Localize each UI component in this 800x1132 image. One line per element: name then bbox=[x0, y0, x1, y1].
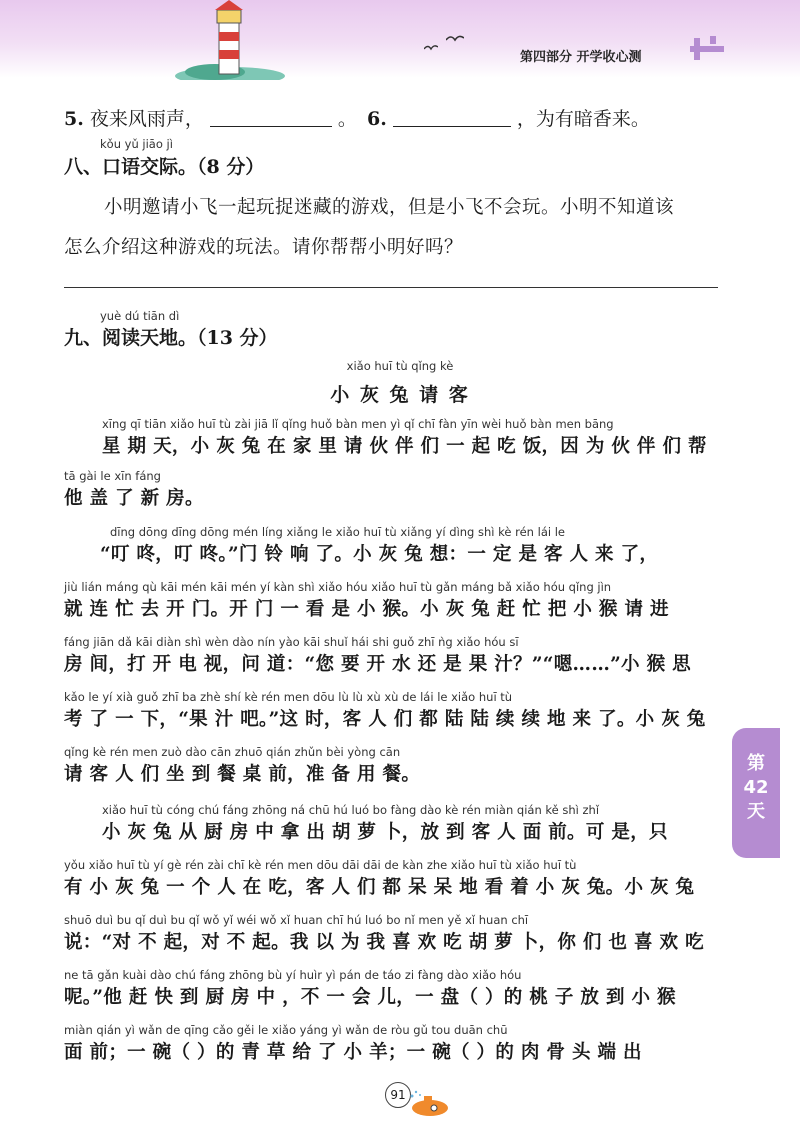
header-band bbox=[0, 0, 800, 78]
story-line: 呢。”他 赶 快 到 厨 房 中 ，不 一 会 儿，一 盘（ ）的 桃 子 放 到 小 猴 bbox=[64, 987, 676, 1008]
q5-end: 。 bbox=[337, 108, 357, 130]
story-line: 他 盖 了 新 房。 bbox=[64, 488, 204, 509]
story-pinyin: jiù lián máng qù kāi mén kāi mén yí kàn shì xiǎo hóu xiǎo huī tù gǎn máng bǎ xiǎo hóu qǐng jìn bbox=[64, 580, 612, 594]
story-line: 面 前；一 碗（ ）的 青 草 给 了 小 羊；一 碗（ ）的 肉 骨 头 端 出 bbox=[64, 1042, 642, 1063]
story-title: 小 灰 兔 请 客 bbox=[330, 384, 470, 406]
q9-title: 九、阅读天地。（13 分） bbox=[64, 327, 278, 349]
q8-pinyin: kǒu yǔ jiāo jì bbox=[100, 137, 173, 151]
story-pinyin: tā gài le xīn fáng bbox=[64, 469, 161, 483]
q8-paragraph-line: 怎么介绍这种游戏的玩法。请你帮帮小明好吗？ bbox=[64, 237, 464, 258]
q9-pinyin: yuè dú tiān dì bbox=[100, 309, 180, 323]
story-pinyin: miàn qián yì wǎn de qīng cǎo gěi le xiǎo yáng yì wǎn de ròu gǔ tou duān chū bbox=[64, 1023, 508, 1037]
q6-blank[interactable] bbox=[393, 108, 511, 127]
page-number: 91 bbox=[385, 1082, 411, 1108]
q5-label: 5. bbox=[64, 108, 84, 130]
q6-label: 6. bbox=[366, 108, 387, 130]
day-side-tab bbox=[732, 728, 780, 858]
story-pinyin: ne tā gǎn kuài dào chú fáng zhōng bù yí huìr yì pán de táo zi fàng dào xiǎo hóu bbox=[64, 968, 522, 982]
q5-blank[interactable] bbox=[210, 108, 332, 127]
story-pinyin: yǒu xiǎo huī tù yí gè rén zài chī kè rén men dōu dāi dāi de kàn zhe xiǎo huī tù xiǎo huī tù bbox=[64, 858, 577, 872]
q5-text: 夜来风雨声， bbox=[89, 108, 204, 130]
story-line: 星 期 天，小 灰 兔 在 家 里 请 伙 伴 们 一 起 吃 饭，因 为 伙 伴 们 帮 bbox=[102, 436, 707, 457]
answer-line[interactable] bbox=[64, 287, 718, 288]
story-line: 请 客 人 们 坐 到 餐 桌 前，准 备 用 餐。 bbox=[64, 764, 421, 785]
story-line: “叮 咚，叮 咚。”门 铃 响 了。小 灰 兔 想：一 定 是 客 人 来 了， bbox=[100, 544, 659, 565]
bird-icon bbox=[446, 34, 464, 44]
lighthouse-illustration bbox=[175, 0, 285, 80]
q8-paragraph-line: 小明邀请小飞一起玩捉迷藏的游戏，但是小飞不会玩。小明不知道该 bbox=[104, 197, 675, 218]
story-pinyin: xiǎo huī tù cóng chú fáng zhōng ná chū hú luó bo fàng dào kè rén miàn qián kě shì zhǐ bbox=[102, 803, 600, 817]
story-line: 就 连 忙 去 开 门。开 门 一 看 是 小 猴。小 灰 兔 赶 忙 把 小 猴 请 进 bbox=[64, 599, 669, 620]
section-label: 第四部分 开学收心测 bbox=[520, 50, 642, 65]
q8-title: 八、口语交际。（8 分） bbox=[64, 156, 265, 178]
bird-icon bbox=[424, 44, 438, 52]
story-pinyin: qǐng kè rén men zuò dào cān zhuō qián zhǔn bèi yòng cān bbox=[64, 745, 401, 759]
story-line: 考 了 一 下，“果 汁 吧。”这 时，客 人 们 都 陆 陆 续 续 地 来 了。小 灰 兔 bbox=[64, 709, 706, 730]
q6-end: ，为有暗香来。 bbox=[516, 108, 650, 130]
side-tab-line: 第 bbox=[747, 753, 765, 774]
story-pinyin: fáng jiān dǎ kāi diàn shì wèn dào nín yào kāi shuǐ hái shi guǒ zhī ǹg xiǎo hóu sī bbox=[64, 635, 519, 649]
story-line: 小 灰 兔 从 厨 房 中 拿 出 胡 萝 卜，放 到 客 人 面 前。可 是，只 bbox=[102, 822, 668, 843]
side-tab-line: 天 bbox=[747, 801, 765, 822]
story-pinyin: kǎo le yí xià guǒ zhī ba zhè shí kè rén men dōu lù lù xù xù de lái le xiǎo huī tù bbox=[64, 690, 513, 704]
story-pinyin: dīng dōng dīng dōng mén líng xiǎng le xiǎo huī tù xiǎng yí dìng shì kè rén lái le bbox=[110, 525, 565, 539]
submarine-icon bbox=[404, 1090, 452, 1118]
story-line: 有 小 灰 兔 一 个 人 在 吃，客 人 们 都 呆 呆 地 看 着 小 灰 兔。小 灰 兔 bbox=[64, 877, 695, 898]
side-tab-day-number: 42 bbox=[743, 777, 769, 798]
story-line: 房 间，打 开 电 视，问 道：“您 要 开 水 还 是 果 汁？”“嗯……”小 猴 思 bbox=[64, 654, 691, 675]
ruler-decoration-icon bbox=[688, 34, 728, 64]
story-pinyin: xīng qī tiān xiǎo huī tù zài jiā lǐ qǐng huǒ bàn men yì qǐ chī fàn yīn wèi huǒ bàn men bāng bbox=[102, 417, 614, 431]
question-5-6 bbox=[64, 104, 650, 131]
story-line: 说：“对 不 起，对 不 起。我 以 为 我 喜 欢 吃 胡 萝 卜，你 们 也 喜 欢 吃 bbox=[64, 932, 704, 953]
story-pinyin: shuō duì bu qǐ duì bu qǐ wǒ yǐ wéi wǒ xǐ huan chī hú luó bo nǐ men yě xǐ huan chī bbox=[64, 913, 529, 927]
story-title-pinyin: xiǎo huī tù qǐng kè bbox=[346, 359, 454, 373]
